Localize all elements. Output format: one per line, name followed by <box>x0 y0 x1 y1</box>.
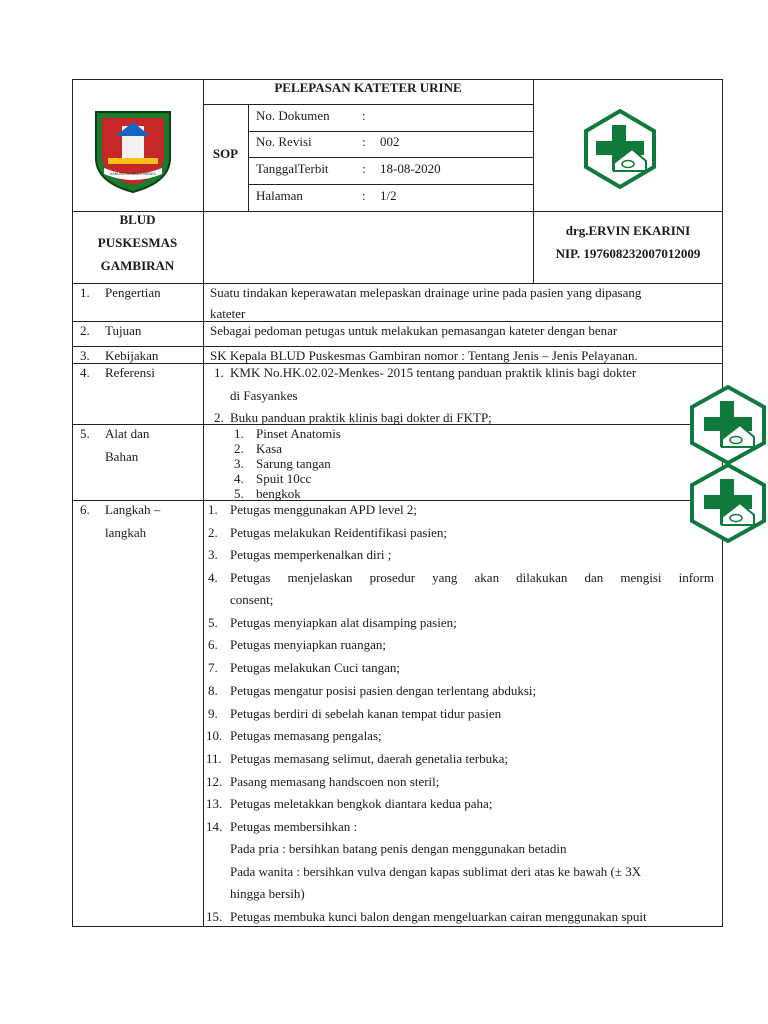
step-text: Petugas menjelaskan prosedur yang akan dilakukan dan mengisi inform <box>230 570 714 585</box>
reference-2-num: 2. <box>214 410 224 425</box>
puskesmas-logo-overlay-1 <box>688 385 768 470</box>
step-num: 15. <box>206 909 223 924</box>
tool-item-num: 5. <box>234 486 244 501</box>
section-5-label-line1: Alat dan <box>105 426 150 441</box>
step-num: 3. <box>208 547 218 562</box>
step-num: 12. <box>206 774 223 789</box>
section-4-label: Referensi <box>105 365 155 380</box>
step-text: Pada wanita : bersihkan vulva dengan kapas sublimat deri atas ke bawah (± 3X <box>230 864 642 879</box>
step-num: 6. <box>208 637 218 652</box>
section-1-num: 1. <box>80 285 90 300</box>
step-text: Pada pria : bersihkan batang penis dengan menggunakan betadin <box>230 841 567 856</box>
section-1-text-line2: kateter <box>210 306 246 321</box>
step-text: Petugas memperkenalkan diri ; <box>230 547 392 562</box>
sop-label: SOP <box>212 146 239 161</box>
section-2-label: Tujuan <box>105 323 142 338</box>
reference-1-num: 1. <box>214 365 224 380</box>
step-text: Petugas melakukan Reidentifikasi pasien; <box>230 525 447 540</box>
step-text: Petugas membuka kunci balon dengan mengeluarkan cairan menggunakan spuit <box>230 909 647 924</box>
section-6-label-line1: Langkah – <box>105 502 161 517</box>
step-num: 13. <box>206 796 223 811</box>
tool-item: Sarung tangan <box>256 456 331 471</box>
step-text: Petugas menggunakan APD level 2; <box>230 502 418 517</box>
section-1-text-line1: Suatu tindakan keperawatan melepaskan drainage urine pada pasien yang dipasang <box>210 285 642 300</box>
step-text: Petugas membersihkan : <box>230 819 358 834</box>
step-text: Petugas memasang pengalas; <box>230 728 382 743</box>
step-text: Petugas menyiapkan alat disamping pasien; <box>230 615 457 630</box>
section-3-label: Kebijakan <box>105 348 159 363</box>
step-num: 9. <box>208 706 218 721</box>
step-num: 7. <box>208 660 218 675</box>
meta-value-revisi: 002 <box>380 134 400 149</box>
section-3-num: 3. <box>80 348 90 363</box>
section-2-text: Sebagai pedoman petugas untuk melakukan pemasangan kateter dengan benar <box>210 323 618 338</box>
org-line-1: BLUD <box>119 212 156 227</box>
step-text-cont: consent; <box>230 592 274 607</box>
logo-text: KABUPATEN BANYUWANGI <box>110 172 156 176</box>
tool-item-num: 1. <box>234 426 244 441</box>
tool-item: Pinset Anatomis <box>256 426 341 441</box>
section-3-text: SK Kepala BLUD Puskesmas Gambiran nomor : Tentang Jenis – Jenis Pelayanan. <box>210 348 638 363</box>
meta-sep-halaman: : <box>362 188 366 203</box>
tool-item-num: 3. <box>234 456 244 471</box>
step-text: Petugas mengatur posisi pasien dengan terlentang abduksi; <box>230 683 537 698</box>
meta-label-revisi: No. Revisi <box>256 134 312 149</box>
regional-logo <box>92 108 174 194</box>
step-text: Pasang memasang handscoen non steril; <box>230 774 440 789</box>
step-text: Petugas melakukan Cuci tangan; <box>230 660 401 675</box>
step-num: 5. <box>208 615 218 630</box>
meta-sep-revisi: : <box>362 134 366 149</box>
meta-label-dokumen: No. Dokumen <box>256 108 330 123</box>
reference-1-line2: di Fasyankes <box>230 388 298 403</box>
meta-value-tanggal: 18-08-2020 <box>380 161 441 176</box>
step-num: 1. <box>208 502 218 517</box>
step-num: 4. <box>208 570 218 585</box>
tool-item-num: 2. <box>234 441 244 456</box>
signer-name: drg.ERVIN EKARINI <box>565 223 691 238</box>
step-text: Petugas memasang selimut, daerah genetalia terbuka; <box>230 751 508 766</box>
meta-sep-dokumen: : <box>362 108 366 123</box>
section-1-label: Pengertian <box>105 285 161 300</box>
step-text-cont: hingga bersih) <box>230 886 305 901</box>
tool-item: Kasa <box>256 441 282 456</box>
tool-item: Spuit 10cc <box>256 471 312 486</box>
reference-2-text: Buku panduan praktik klinis bagi dokter di FKTP; <box>230 410 492 425</box>
step-text: Petugas menyiapkan ruangan; <box>230 637 386 652</box>
document-title: PELEPASAN KATETER URINE <box>274 80 462 95</box>
meta-label-halaman: Halaman <box>256 188 303 203</box>
step-num: 10. <box>206 728 223 743</box>
puskesmas-logo-overlay-2 <box>688 463 768 548</box>
org-line-2: PUSKESMAS <box>97 235 178 250</box>
step-num: 14. <box>206 819 223 834</box>
section-2-num: 2. <box>80 323 90 338</box>
org-line-3: GAMBIRAN <box>100 258 175 273</box>
puskesmas-logo <box>580 109 660 194</box>
tool-item: bengkok <box>256 486 301 501</box>
section-6-label-line2: langkah <box>105 525 147 540</box>
meta-value-halaman: 1/2 <box>380 188 397 203</box>
meta-label-tanggal: TanggalTerbit <box>256 161 329 176</box>
step-text: Petugas meletakkan bengkok diantara kedua paha; <box>230 796 493 811</box>
step-num: 8. <box>208 683 218 698</box>
step-num: 2. <box>208 525 218 540</box>
tool-item-num: 4. <box>234 471 244 486</box>
section-4-num: 4. <box>80 365 90 380</box>
meta-sep-tanggal: : <box>362 161 366 176</box>
section-6-num: 6. <box>80 502 90 517</box>
step-text: Petugas berdiri di sebelah kanan tempat tidur pasien <box>230 706 502 721</box>
signer-nip: NIP. 197608232007012009 <box>555 246 701 261</box>
step-num: 11. <box>206 751 222 766</box>
section-5-label-line2: Bahan <box>105 449 139 464</box>
reference-1-line1: KMK No.HK.02.02-Menkes- 2015 tentang panduan praktik klinis bagi dokter <box>230 365 637 380</box>
section-5-num: 5. <box>80 426 90 441</box>
